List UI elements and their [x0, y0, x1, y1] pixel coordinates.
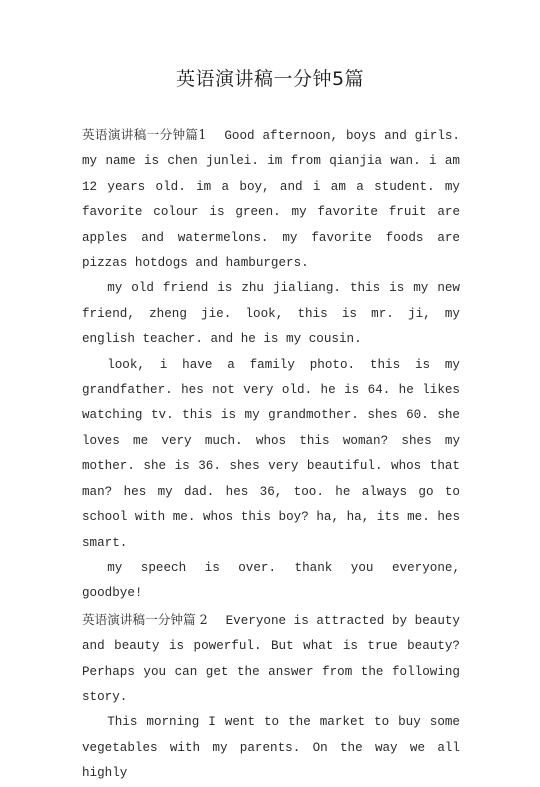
section-heading: 英语演讲稿一分钟篇1	[82, 127, 207, 142]
paragraph	[82, 122, 460, 276]
document-body	[82, 122, 460, 787]
paragraph-text: Everyone is attracted by beauty and beauty is powerful. But what is true beauty? Perhaps you can get the answer from the following story.	[82, 613, 460, 704]
paragraph: This morning I went to the market to buy some vegetables with my parents. On the way we all highly	[82, 715, 460, 781]
paragraph: my old friend is zhu jialiang. this is my new friend, zheng jie. look, this is mr. ji, my english teacher. and he is my cousin.	[82, 281, 460, 347]
paragraph	[82, 607, 460, 711]
document-title: 英语演讲稿一分钟5篇	[175, 68, 365, 90]
paragraph-text: Good afternoon, boys and girls. my name is chen junlei. im from qianjia wan. i am 12 years old. im a boy, and i am a student. my favorite colour is green. my favorite fruit are apples and watermelons. my favorite foods are pizzas hotdogs and hamburgers.	[82, 129, 460, 271]
paragraph: look, i have a family photo. this is my grandfather. hes not very old. he is 64. he likes watching tv. this is my grandmother. shes 60. she loves me very much. whos this woman? shes my mother. she is 36. shes very beautiful. whos that man? hes my dad. hes 36, too. he always go to school with me. whos this boy? ha, ha, its me. hes smart.	[82, 357, 460, 550]
section-heading: 英语演讲稿一分钟篇 2	[82, 611, 208, 627]
paragraph: my speech is over. thank you everyone, goodbye!	[82, 560, 460, 601]
